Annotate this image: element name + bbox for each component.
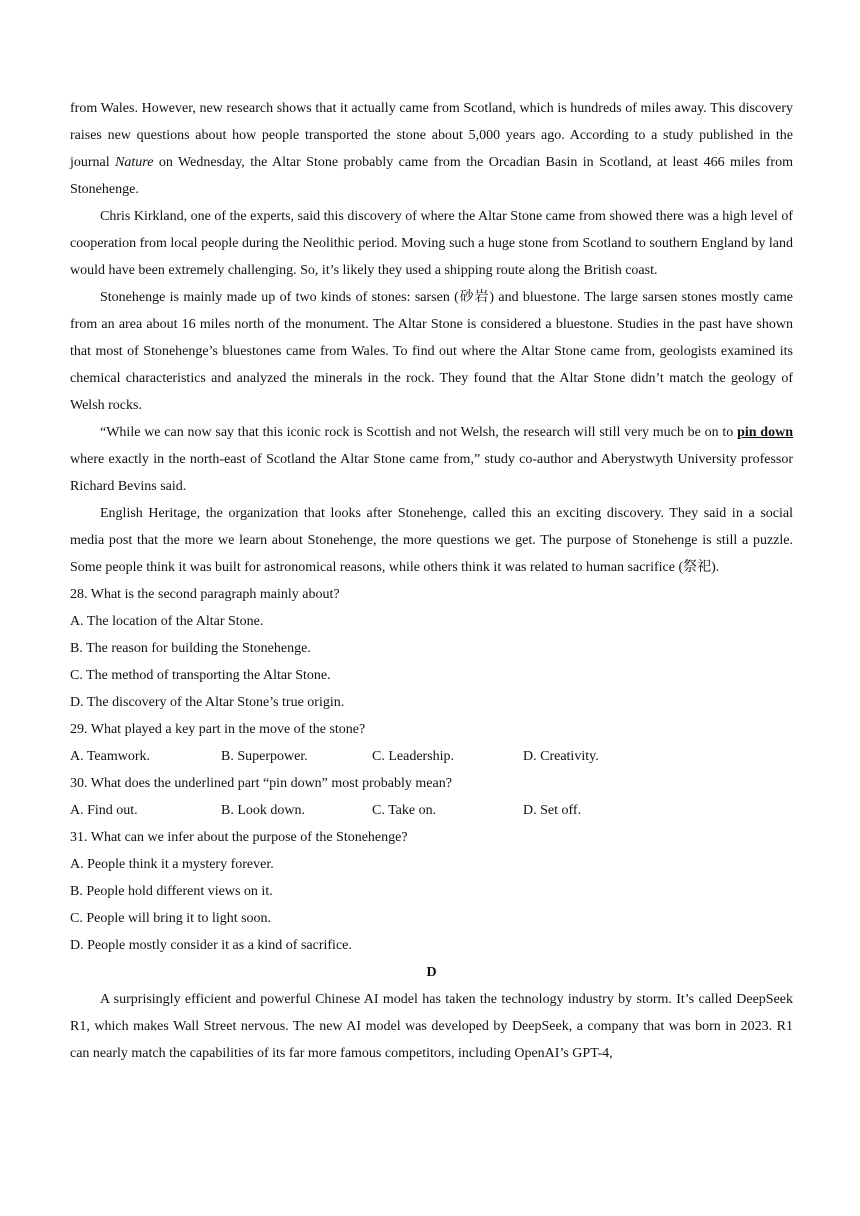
paragraph-altar-origin bbox=[70, 95, 793, 203]
question-31: 31. What can we infer about the purpose of the Stonehenge? bbox=[70, 830, 408, 845]
question-29: 29. What played a key part in the move of the stone? bbox=[70, 722, 366, 737]
underlined-phrase: pin down bbox=[737, 425, 793, 440]
option-30-a: A. Find out. bbox=[70, 803, 138, 818]
option-29-c: C. Leadership. bbox=[372, 749, 455, 764]
option-30-c: C. Take on. bbox=[372, 803, 437, 818]
option-31-a: A. People think it a mystery forever. bbox=[70, 857, 274, 872]
option-31-b: B. People hold different views on it. bbox=[70, 884, 273, 899]
options-30 bbox=[70, 797, 793, 824]
options-29 bbox=[70, 743, 793, 770]
option-31-c: C. People will bring it to light soon. bbox=[70, 911, 272, 926]
question-28: 28. What is the second paragraph mainly about? bbox=[70, 587, 340, 602]
option-29-a: A. Teamwork. bbox=[70, 749, 151, 764]
option-28-d: D. The discovery of the Altar Stone’s true origin. bbox=[70, 695, 345, 710]
paragraph-bevins-quote bbox=[70, 419, 793, 500]
paragraph-deepseek: A surprisingly efficient and powerful Chinese AI model has taken the technology industry by storm. It’s called DeepSeek R1, which makes Wall Street nervous. The new AI model was developed by DeepSeek, a company that was born in 2023. R1 can nearly match the capabilities of its far more famous competitors, including OpenAI’s GPT-4, bbox=[70, 992, 793, 1061]
option-29-b: B. Superpower. bbox=[221, 749, 308, 764]
option-28-c: C. The method of transporting the Altar Stone. bbox=[70, 668, 331, 683]
paragraph-text: where exactly in the north-east of Scotland the Altar Stone came from,” study co-author and Aberystwyth University professor Richard Bevins said. bbox=[70, 452, 793, 494]
paragraph-kirkland: Chris Kirkland, one of the experts, said this discovery of where the Altar Stone came from showed there was a high level of cooperation from local people during the Neolithic period. Moving such a huge stone from Scotland to southern England by land would have been extremely challenging. So, it’s likely they used a shipping route along the British coast. bbox=[70, 209, 793, 278]
option-28-a: A. The location of the Altar Stone. bbox=[70, 614, 264, 629]
paragraph-text: on Wednesday, the Altar Stone probably came from the Orcadian Basin in Scotland, at least 466 miles from Stonehenge. bbox=[70, 155, 793, 197]
paragraph-text: from Wales. However, new research shows that it actually came from Scotland, which is hundreds of miles away. This discovery raises new questions about how people transported the stone about 5,000 years ago. According to a study published in the journal bbox=[70, 101, 793, 170]
paragraph-text: “While we can now say that this iconic rock is Scottish and not Welsh, the research will still very much be on to bbox=[100, 425, 738, 440]
option-28-b: B. The reason for building the Stonehenge. bbox=[70, 641, 311, 656]
document-body bbox=[70, 95, 793, 1067]
paragraph-english-heritage: English Heritage, the organization that looks after Stonehenge, called this an exciting discovery. They said in a social media post that the more we learn about Stonehenge, the more questions we get. The purpose of Stonehenge is still a puzzle. Some people think it was built for astronomical reasons, while others think it was related to human sacrifice (祭祀). bbox=[70, 506, 793, 575]
journal-name: Nature bbox=[115, 155, 154, 170]
option-30-b: B. Look down. bbox=[221, 803, 305, 818]
question-30: 30. What does the underlined part “pin down” most probably mean? bbox=[70, 776, 452, 791]
paragraph-stone-types: Stonehenge is mainly made up of two kinds of stones: sarsen (砂岩) and bluestone. The large sarsen stones mostly came from an area about 16 miles north of the monument. The Altar Stone is considered a bluestone. Studies in the past have shown that most of Stonehenge’s bluestones came from Wales. To find out where the Altar Stone came from, geologists examined its chemical characteristics and analyzed the minerals in the rock. They found that the Altar Stone didn’t match the geology of Welsh rocks. bbox=[70, 290, 793, 413]
option-31-d: D. People mostly consider it as a kind of sacrifice. bbox=[70, 938, 352, 953]
section-heading-d: D bbox=[426, 965, 437, 980]
option-30-d: D. Set off. bbox=[523, 803, 582, 818]
option-29-d: D. Creativity. bbox=[523, 749, 599, 764]
